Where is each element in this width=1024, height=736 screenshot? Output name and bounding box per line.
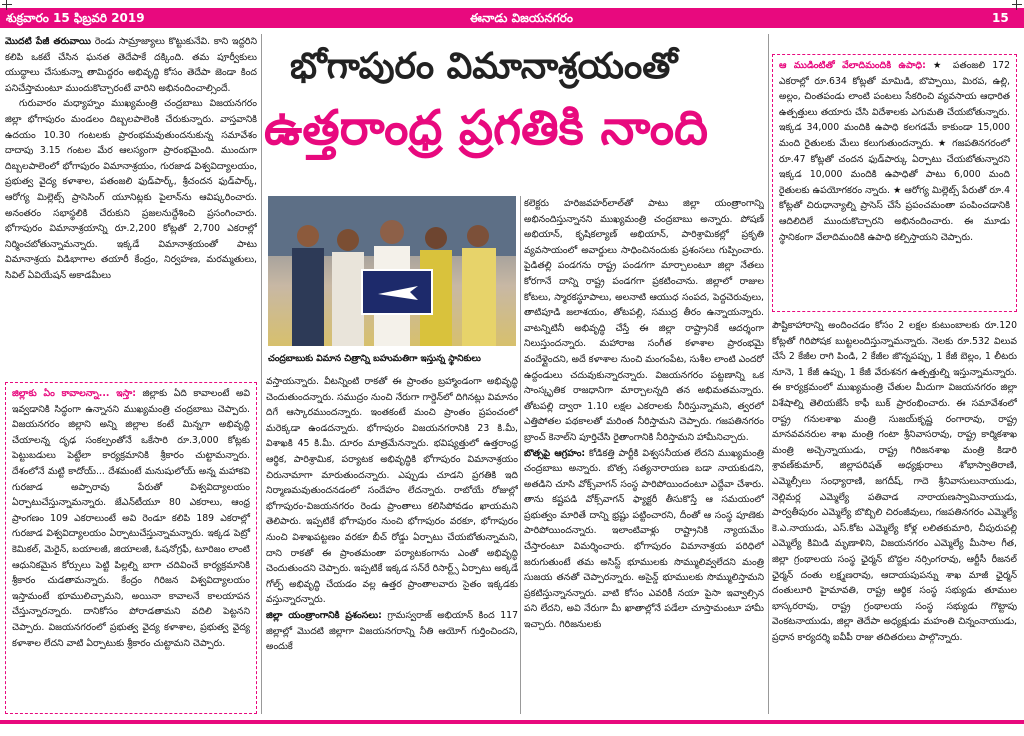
- photo-caption: చంద్రబాబుకు విమాన చిత్రాన్ని బహుమతిగా ఇస్తున్న స్థానికులు: [268, 348, 516, 370]
- photo-illustration: [268, 196, 516, 346]
- column-rule-1: [261, 34, 262, 714]
- box-left-title: జిల్లాకు ఏం కావాలన్నా... ఇస్తా:: [12, 388, 136, 399]
- page-number: 15: [992, 11, 1009, 25]
- column1-text2: గురువారం మధ్యాహ్నం ముఖ్యమంత్రి చంద్రబాబు విజయనగరం జిల్లా భోగాపురం మండలం దిబ్బలపాలెంకి చేరుకున్నారు. వాస్తవానికి ఉదయం 10.30 గంటలకు ప్రారంభమవుతుందనుకున్న సమావేశం దాదాపు 3.15 గంటల మేర ఆలస్యంగా ప్రారంభమైంది. ముందుగా దిబ్బలపాలెంలో భోగాపురం విమానాశ్రయం, గురజాడ విశ్వవిద్యాలయం, ప్రభుత్వ వైద్య కళాశాల, పతంజలి ఫుడ్‌పార్క్‌, శ్రీచందన ఫుడ్‌పార్క్‌, ఆరోగ్య మిల్లెట్స్‌ ప్రాసెసింగ్ యూనిట్లకు పైలాన్‌ను ఆవిష్కరించారు. అనంతరం సభాస్థలికి చేరుకుని ప్రజలనుద్దేశించి ప్రసంగించారు. భోగాపురం విమానాశ్రయాన్ని రూ.2,200 కోట్లతో 2,700 ఎకరాల్లో నిర్మించబోతున్నామన్నారు. ఇక్కడే విమానాశ్రయంతో పాటు విమానాశ్రయ విడిభాగాల తయారీ కేంద్రం, నిర్వహణ, మరమ్మతులు, సివిల్ ఏవియేషన్ అకాడమీలు: [5, 98, 257, 281]
- page-footer-rule: [0, 716, 1024, 736]
- headline-kicker: భోగాపురం విమానాశ్రయంతో: [290, 46, 678, 87]
- box-right-text: ★ పతంజలి 172 ఎకరాల్లో రూ.634 కోట్లతో మామిడి, బొప్పాయి, మిరప, ఉల్లి, అల్లం, చింతపండు లాంటి పంటలు సేకరించి వ్యవసాయ ఆధారిత ఉత్పత్తులు తయారు చేసి విదేశాలకు ఎగుమతి చేయబోతున్నారు. ఇక్కడ 34,000 మందికి ఉపాధి కలగడమే కాకుండా 15,000 మంది రైతులకు మేలు కలుగుతుందన్నారు. ★ గజపతినగరంలో రూ.47 కోట్లతో చందన ఫుడ్‌పార్కు ఏర్పాటు చేయబోతున్నారని ఇక్కడ 10,000 మందికి ఉపాధితో పాటు 6,000 మంది రైతులకు ఉపయోగకరం న్నారు. ★ ఆరోగ్య మిల్లెట్స్ పేరుతో రూ.4 కోట్లతో చిరుధాన్యాల్ని ప్రాసెస్ చేసే ప్రపంచమంతా పంపించడానికి ఆదిలిదిలే ముందుకొచ్చారని అభినందించారు. ఈ మూడు స్థానికంగా వేలాదిమందికి ఉపాధి కల్పిస్తాయని చెప్పారు.: [779, 60, 1010, 243]
- header-date: శుక్రవారం 15 ఫిబ్రవరి 2019: [6, 11, 145, 25]
- column1-text: రెండు సామ్రాజ్యాలు కొట్టుకునేవి. కాని ఇద్దరిని కలిపి ఒకటే చేసిన ఘనత తెదేపాకే దక్కింది. తమ పూర్వీకులు యుద్ధాలు చేసుకున్నా తామిద్దరం అభివృద్ధి కోసం తెదేపా జెండా కింద పనిచేస్తామంటూ ముందుకొచ్చారంటే వారిని అభినందించాల్సిందే.: [5, 36, 257, 94]
- column-rule-3: [768, 34, 769, 714]
- column3-text2: కోడికత్తి పార్టీకి విశ్వసనీయత లేదని ముఖ్యమంత్రి చంద్రబాబు అన్నారు. బొత్స సత్యనారాయణ బడా నాయకుడని, అతడిని చూసి వోక్స్‌వాగన్ సంస్థ పారిపోయిందంటూ ఎద్దేవా చేశారు. తాను కష్టపడి వోక్స్‌వాగన్ ఫ్యాక్టరీ తీసుకొస్తే ఆ సమయంలో ప్రభుత్వం మారితే దాన్ని భ్రష్టు పట్టించారని, దీంతో ఆ సంస్థ పూణెకు పారిపోయిందన్నారు. ఇలాంటివాళ్లు రాష్ట్రానికి న్యాయమేం చేస్తారంటూ విమర్శించారు. భోగాపురం విమానాశ్రయ పరిధిలో జరుగుతుంటే తమ అసిస్ట్ భూములకు సొమ్ములివ్వలేదని మంత్రి సుజయ తనతో చెప్పారన్నారు. అసైన్డ్ భూములకు సొమ్ములిస్తామని ప్రకటిస్తున్నానన్నారు. వాటి కోసం ఎవరికీ నయా పైసా ఇవ్వాల్సిన పని లేదని, అవి నేరుగా మీ ఖాతాల్లోనే పడేలా చూస్తామంటూ హామీ ఇచ్చారు. గిరిజనులకు: [524, 447, 764, 631]
- box-right-title: ఆ ముడింటితో వేలాదిమందికి ఉపాధి:: [779, 60, 926, 71]
- sidebar-box-right: [772, 54, 1017, 312]
- page-header: [0, 0, 1024, 30]
- article-column-2: [266, 374, 518, 714]
- column2-text2: గ్రామస్వరాజ్ అభియాన్ కింద 117 జిల్లాల్లో మొదటి జిల్లాగా విజయనగరాన్ని నీతి ఆయోగ్ గుర్తించిందని, అందుకే: [266, 609, 518, 653]
- column3-subhead: బొత్సపై ఆగ్రహం:: [524, 447, 586, 459]
- article-column-4: [772, 318, 1017, 714]
- sidebar-box-left: [5, 382, 257, 714]
- news-photo: [268, 196, 516, 346]
- headline-main: ఉత్తరాంధ్ర ప్రగతికి నాంది: [264, 100, 709, 156]
- article-column-3: [524, 196, 764, 714]
- column4-text: పౌష్టికాహారాన్ని అందించడం కోసం 2 లక్షల కుటుంబాలకు రూ.120 కోట్లతో గిరిపోషక బుట్టలందిస్తున్నామన్నారు. నెలకు రూ.532 విలువ చేసే 2 కేజీల రాగి పిండి, 2 కేజీల జొన్నపప్పు, 1 కేజీ బెల్లం, 1 లీటరు నూనె, 1 కేజీ ఉప్పు, 1 కేజీ వేరుశనగ ఉత్పత్తుల్ని ఇస్తున్నామన్నారు. ఈ కార్యక్రమంలో ముఖ్యమంత్రి చేతుల మీదుగా విజయనగరం జిల్లా విశేషాల్ని తెలియజేసే కాఫీ బుక్ ప్రారంభించారు. ఈ సమావేశంలో రాష్ట్ర గనులశాఖ మంత్రి సుజయ్‌కృష్ణ రంగారావు, రాష్ట్ర మానవవనరుల శాఖ మంత్రి గంటా శ్రీనివాసరావు, రాష్ట్ర కార్మికశాఖ మంత్రి అచ్చెన్నాయుడు, రాష్ట్ర గిరిజనశాఖ మంత్రి కిడారి శ్రావణ్‌కుమార్, జిల్లాపరిషత్ అధ్యక్షురాలు శోభాస్వాతిరాణి, ఎమ్మెల్సీలు సంధ్యారాణి, జగదీష్, గాదె శ్రీనివాసులునాయుడు, నెల్లిమర్ల ఎమ్మెల్యే పతివాడ నారాయణస్వామినాయుడు, పార్వతీపురం ఎమ్మెల్యే బొబ్బిలి చిరంజీవులు, గజపతినగరం ఎమ్మెల్యే కె.ఎ.నాయుడు, ఎస్.కోట ఎమ్మెల్యే కోళ్ల లలితకుమారి, చీపురుపల్లి ఎమ్మెల్యే కిమిడి మృణాళిని, విజయనగరం ఎమ్మెల్యే మీసాల గీత, జిల్లా గ్రంథాలయ సంస్థ ఛైర్మన్ బొద్దల నర్సింగరావు, ఆర్టీసీ రీజనల్ ఛైర్మన్ దంతు లక్ష్మణరావు, ఆదాయపుపన్ను శాఖ మాజీ ఛైర్మన్ దంతులూరి హైమావతి, రాష్ట్ర ఆర్థిక సంస్థ సభ్యుడు తూముల భాస్కరరావు, రాష్ట్ర గ్రంథాలయ సంస్థ సభ్యుడు గొట్టాపు వెంకటనాయుడు, జిల్లా తెదేపా అధ్యక్షుడు మహంతి చిన్నంనాయుడు, ప్రధాన కార్యదర్శి ఐవీపీ రాజు తదితరులు పాల్గొన్నారు.: [772, 320, 1017, 643]
- box-left-text: జిల్లాకు ఏది కావాలంటే అవి ఇవ్వడానికి సిద్ధంగా ఉన్నానని ముఖ్యమంత్రి చంద్రబాబు చెప్పారు. విజయనగరం జిల్లాని అన్ని జిల్లాల కంటే మిన్నగా అభివృద్ధి చేయాలన్న దృఢ సంకల్పంతోనే ఒకేసారి రూ.3,000 కోట్లకు పెట్టుబడులు పెట్టేలా కార్యక్రమానికి శ్రీకారం చుట్టామన్నారు. దేశంలోనే మట్టి కాదోయ్... దేశమంటే మనుషులోయ్ అన్న మహాకవి గురజాడ అప్పారావు పేరుతో విశ్వవిద్యాలయం ఏర్పాటుచేస్తున్నామన్నారు. జేఎన్‌టీయూ 80 ఎకరాలు, ఆంధ్ర ప్రాంగణం 109 ఎకరాలుంటే అవి రెండూ కలిపి 189 ఎకరాల్లో గురజాడ విశ్వవిద్యాలయం ఏర్పాటుచేస్తున్నామన్నారు. ఇక్కడ పెట్రో కెమికల్, మెరైన్, బయాలజీ, జియాలజీ, ఓషనోగ్రఫీ, టూరిజం లాంటి ఆధునికమైన కోర్సులు పెట్టి పిల్లల్ని బాగా చదివించే కార్యక్రమానికి శ్రీకారం చుడతామన్నారు. కేంద్రం గిరిజన విశ్వవిద్యాలయం ఇస్తామంటే భూములిచ్చామని, అయినా కావాలనే కాలయాపన చేస్తున్నారన్నారు. దానికోసం పోరాడతామని వదిలి పెట్టనని చెప్పారు. విజయనగరంలో ప్రభుత్వ వైద్య కళాశాల, ప్రభుత్వ వైద్య కళాశాల లేదని వాటి ఏర్పాటుకు శ్రీకారం చుట్టామని చెప్పారు.: [12, 388, 250, 649]
- column3-text: కలెక్టరు హరిజవహర్‌లాల్‌తో పాటు జిల్లా యంత్రాంగాన్ని అభినందిస్తున్నానని ముఖ్యమంత్రి చంద్రబాబు అన్నారు. పోషణ్ అభియాన్, కృషికల్యాణ్ అభియాన్, పారిశ్రామికల్లో ప్రకృతి వ్యవసాయంలో అవార్డులు సాధించినందుకు ప్రశంసలు గుప్పించారు. పైడితల్లి పండగను రాష్ట్ర పండగగా మార్చాలంటూ జిల్లా నేతలు కోరగానే దాన్ని రాష్ట్ర పండగగా ప్రకటించాను. జిల్లాలో రాజుల కోటలు, స్మారకస్థూపాలు, అలనాటి ఆయుధ సంపద, పెద్దచెరువులు, తాటిపూడి జలాశయం, తోటపల్లి, సముద్ర తీరం ఉన్నాయన్నారు. వాటన్నిటినీ అభివృద్ధి చేస్తే ఈ జిల్లా రాష్ట్రానికే ఆదర్శంగా నిలుస్తుందన్నారు. మహారాజ సంగీత కళాశాల ప్రారంభమై వందేళ్లైందని, అదే కళాశాల నుంచి మంగంపేట, సుశీల లాంటి ఎందరో ఉద్దండులు చదువుకున్నారన్నారు. విజయనగరం పట్టణాన్ని ఒక సాంస్కృతిక రాజధానిగా మార్చాలన్నది తన అభిమతమన్నారు. తోటపల్లి ద్వారా 1.10 లక్షల ఎకరాలకు నీరిస్తున్నామని, త్వరలో ఎత్తిపోతల పథకాలతో మరింత నీరిస్తామని చెప్పారు. గజపతినగరం బ్రాంచ్ కెనాల్‌ని పూర్తిచేసి రైతాంగానికి నీరిస్తామని హామీనిచ్చారు.: [524, 198, 764, 443]
- article-column-1: [5, 34, 257, 374]
- column2-text: వస్తాయన్నారు. వీటన్నింటి రాకతో ఈ ప్రాంతం బ్రహ్మాండంగా అభివృద్ధి చెందుతుందన్నారు. సముద్రం నుంచి నేరుగా గార్డెన్‌లో దిగినట్లు విమానం దిగే ఆస్కారముందన్నారు. ఇంతకంటే మంచి ప్రాంతం ప్రపంచంలో మరెక్కడా ఉండదన్నారు. భోగాపురం విజయనగరానికి 23 కి.మీ, విశాఖకి 45 కి.మీ. దూరం మాత్రమేనన్నారు. భవిష్యత్తులో ఉత్తరాంధ్ర ఆర్థిక, పారిశ్రామిక, పర్యాటక అభివృద్ధికి భోగాపురం విమానాశ్రయం చిరునామాగా మారుతుందన్నారు. ఎప్పుడు చూడని ప్రగతికి ఇది నిర్మాణమవుతుందనడంలో సందేహం లేదన్నారు. రాబోయే రోజుల్లో భోగాపురం-విజయనగరం రెండు ప్రాంతాలు కలిసిపోవడం ఖాయమని తెలిపారు. ఇప్పటికే భోగాపురం నుంచి భోగాపురం వరకూ, భోగాపురం నుంచి విశాఖపట్టణం వరకూ బీచ్ రోడ్డు ఏర్పాటు చేయబోతున్నామని, దాని రాకతో ఈ ప్రాంతమంతా పర్యాటకంగాను ఎంతో అభివృద్ధి చెందుతుందని చెప్పారు. ఇప్పటికే ఇక్కడ సన్‌రే రిసార్ట్స్ ఏర్పాటు అక్కడే గోల్ఫ్ అభివృద్ధి చేయడం వల్ల ఉత్తర ప్రాంతాలవారు సైతం ఇక్కడకు వస్తున్నారన్నారు.: [266, 376, 518, 606]
- registration-mark-right: [1012, 0, 1022, 10]
- column-rule-2: [520, 196, 521, 714]
- registration-mark-left: [2, 0, 12, 10]
- column2-subhead: జిల్లా యంత్రాంగానికి ప్రశంసలు:: [266, 609, 382, 621]
- header-title: ఈనాడు విజయనగరం: [470, 11, 573, 25]
- continued-label: మొదటి పేజీ తరువాయి: [5, 36, 92, 47]
